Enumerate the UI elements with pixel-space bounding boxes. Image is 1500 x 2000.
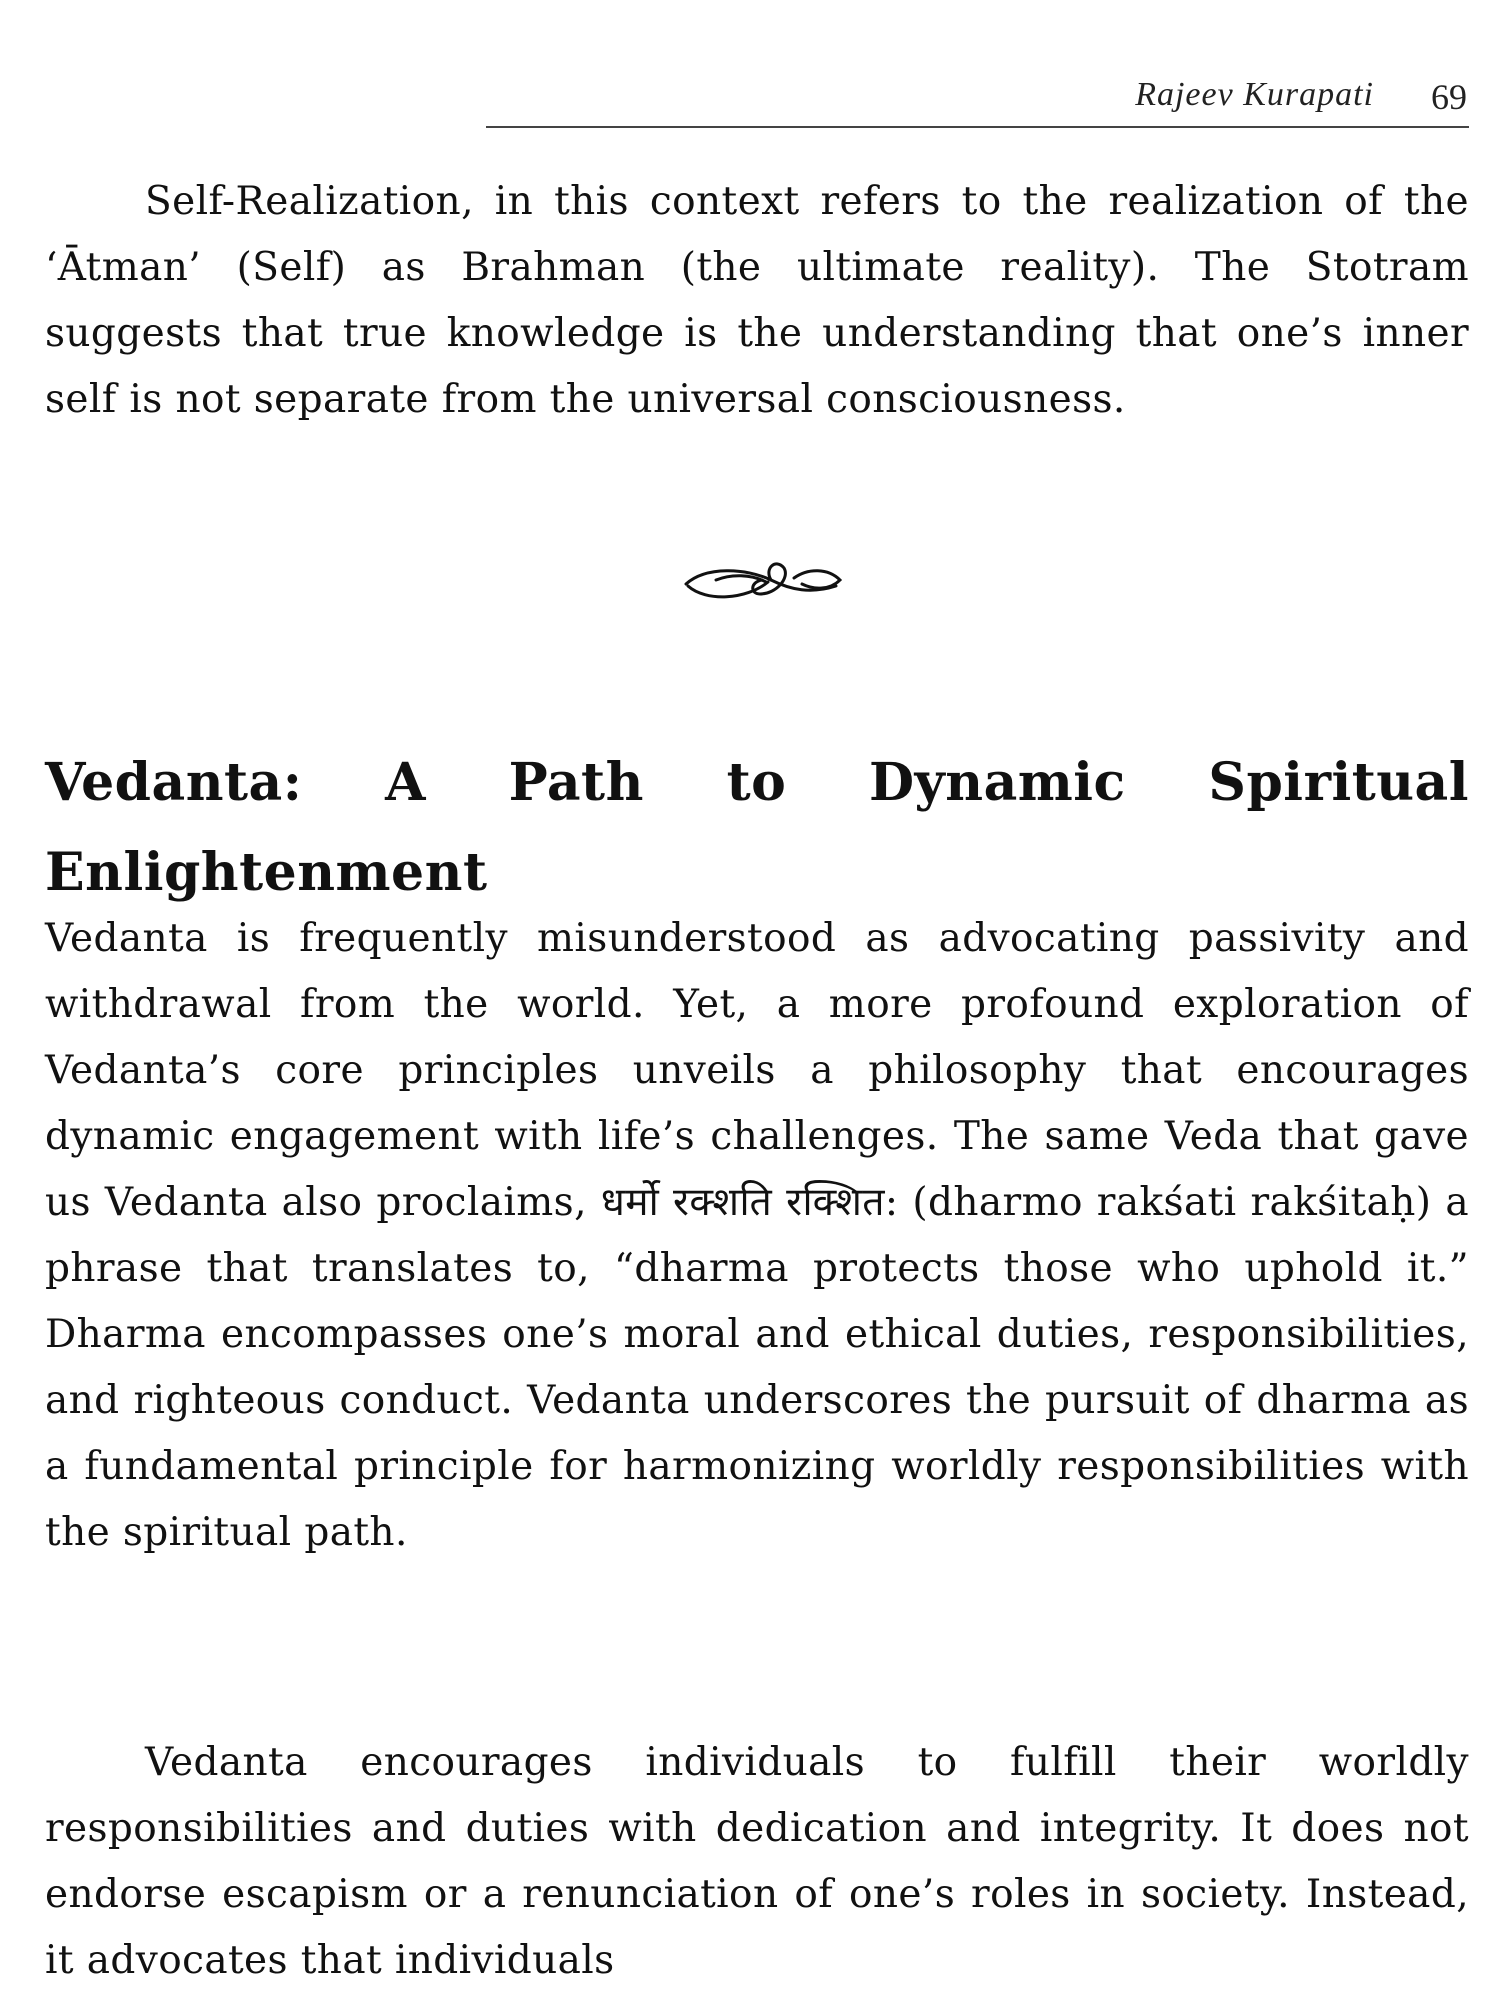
paragraph-worldly-responsibilities: Vedanta encourages individuals to fulfill their worldly responsibilities and duties with dedication and integrity. It does not endorse escapism or a renunciation of one’s roles in society. Instead, it advocates that individuals [45,1740,1469,1983]
header-author: Rajeev Kurapati [1135,76,1374,113]
running-header [486,76,1469,128]
header-rule [486,126,1469,128]
flourish-ornament-icon [676,550,846,612]
section-heading: Vedanta: A Path to Dynamic Spiritual Enlightenment [45,752,1469,903]
paragraph-self-realization: Self-Realization, in this context refers to the realization of the ‘Ātman’ (Self) as Brahman (the ultimate reality). The Stotram suggests that true knowledge is the understanding that one’s inner self is not separate from the universal consciousness. [45,179,1469,422]
page-number: 69 [1431,77,1467,117]
paragraph-vedanta-dharma: Vedanta is frequently misunderstood as advocating passivity and withdrawal from the world. Yet, a more profound exploration of Vedanta’s core principles unveils a philosophy that encourages dynamic engagement with life’s challenges. The same Veda that gave us Vedanta also proclaims, धर्मो रक्शति रक्शित: (dharmo rakśati rakśitaḥ) a phrase that translates to, “dharma protects those who uphold it.” Dharma encompasses one’s moral and ethical duties, responsibilities, and righteous conduct. Vedanta underscores the pursuit of dharma as a fundamental principle for harmonizing worldly responsibilities with the spiritual path. [45,916,1469,1555]
